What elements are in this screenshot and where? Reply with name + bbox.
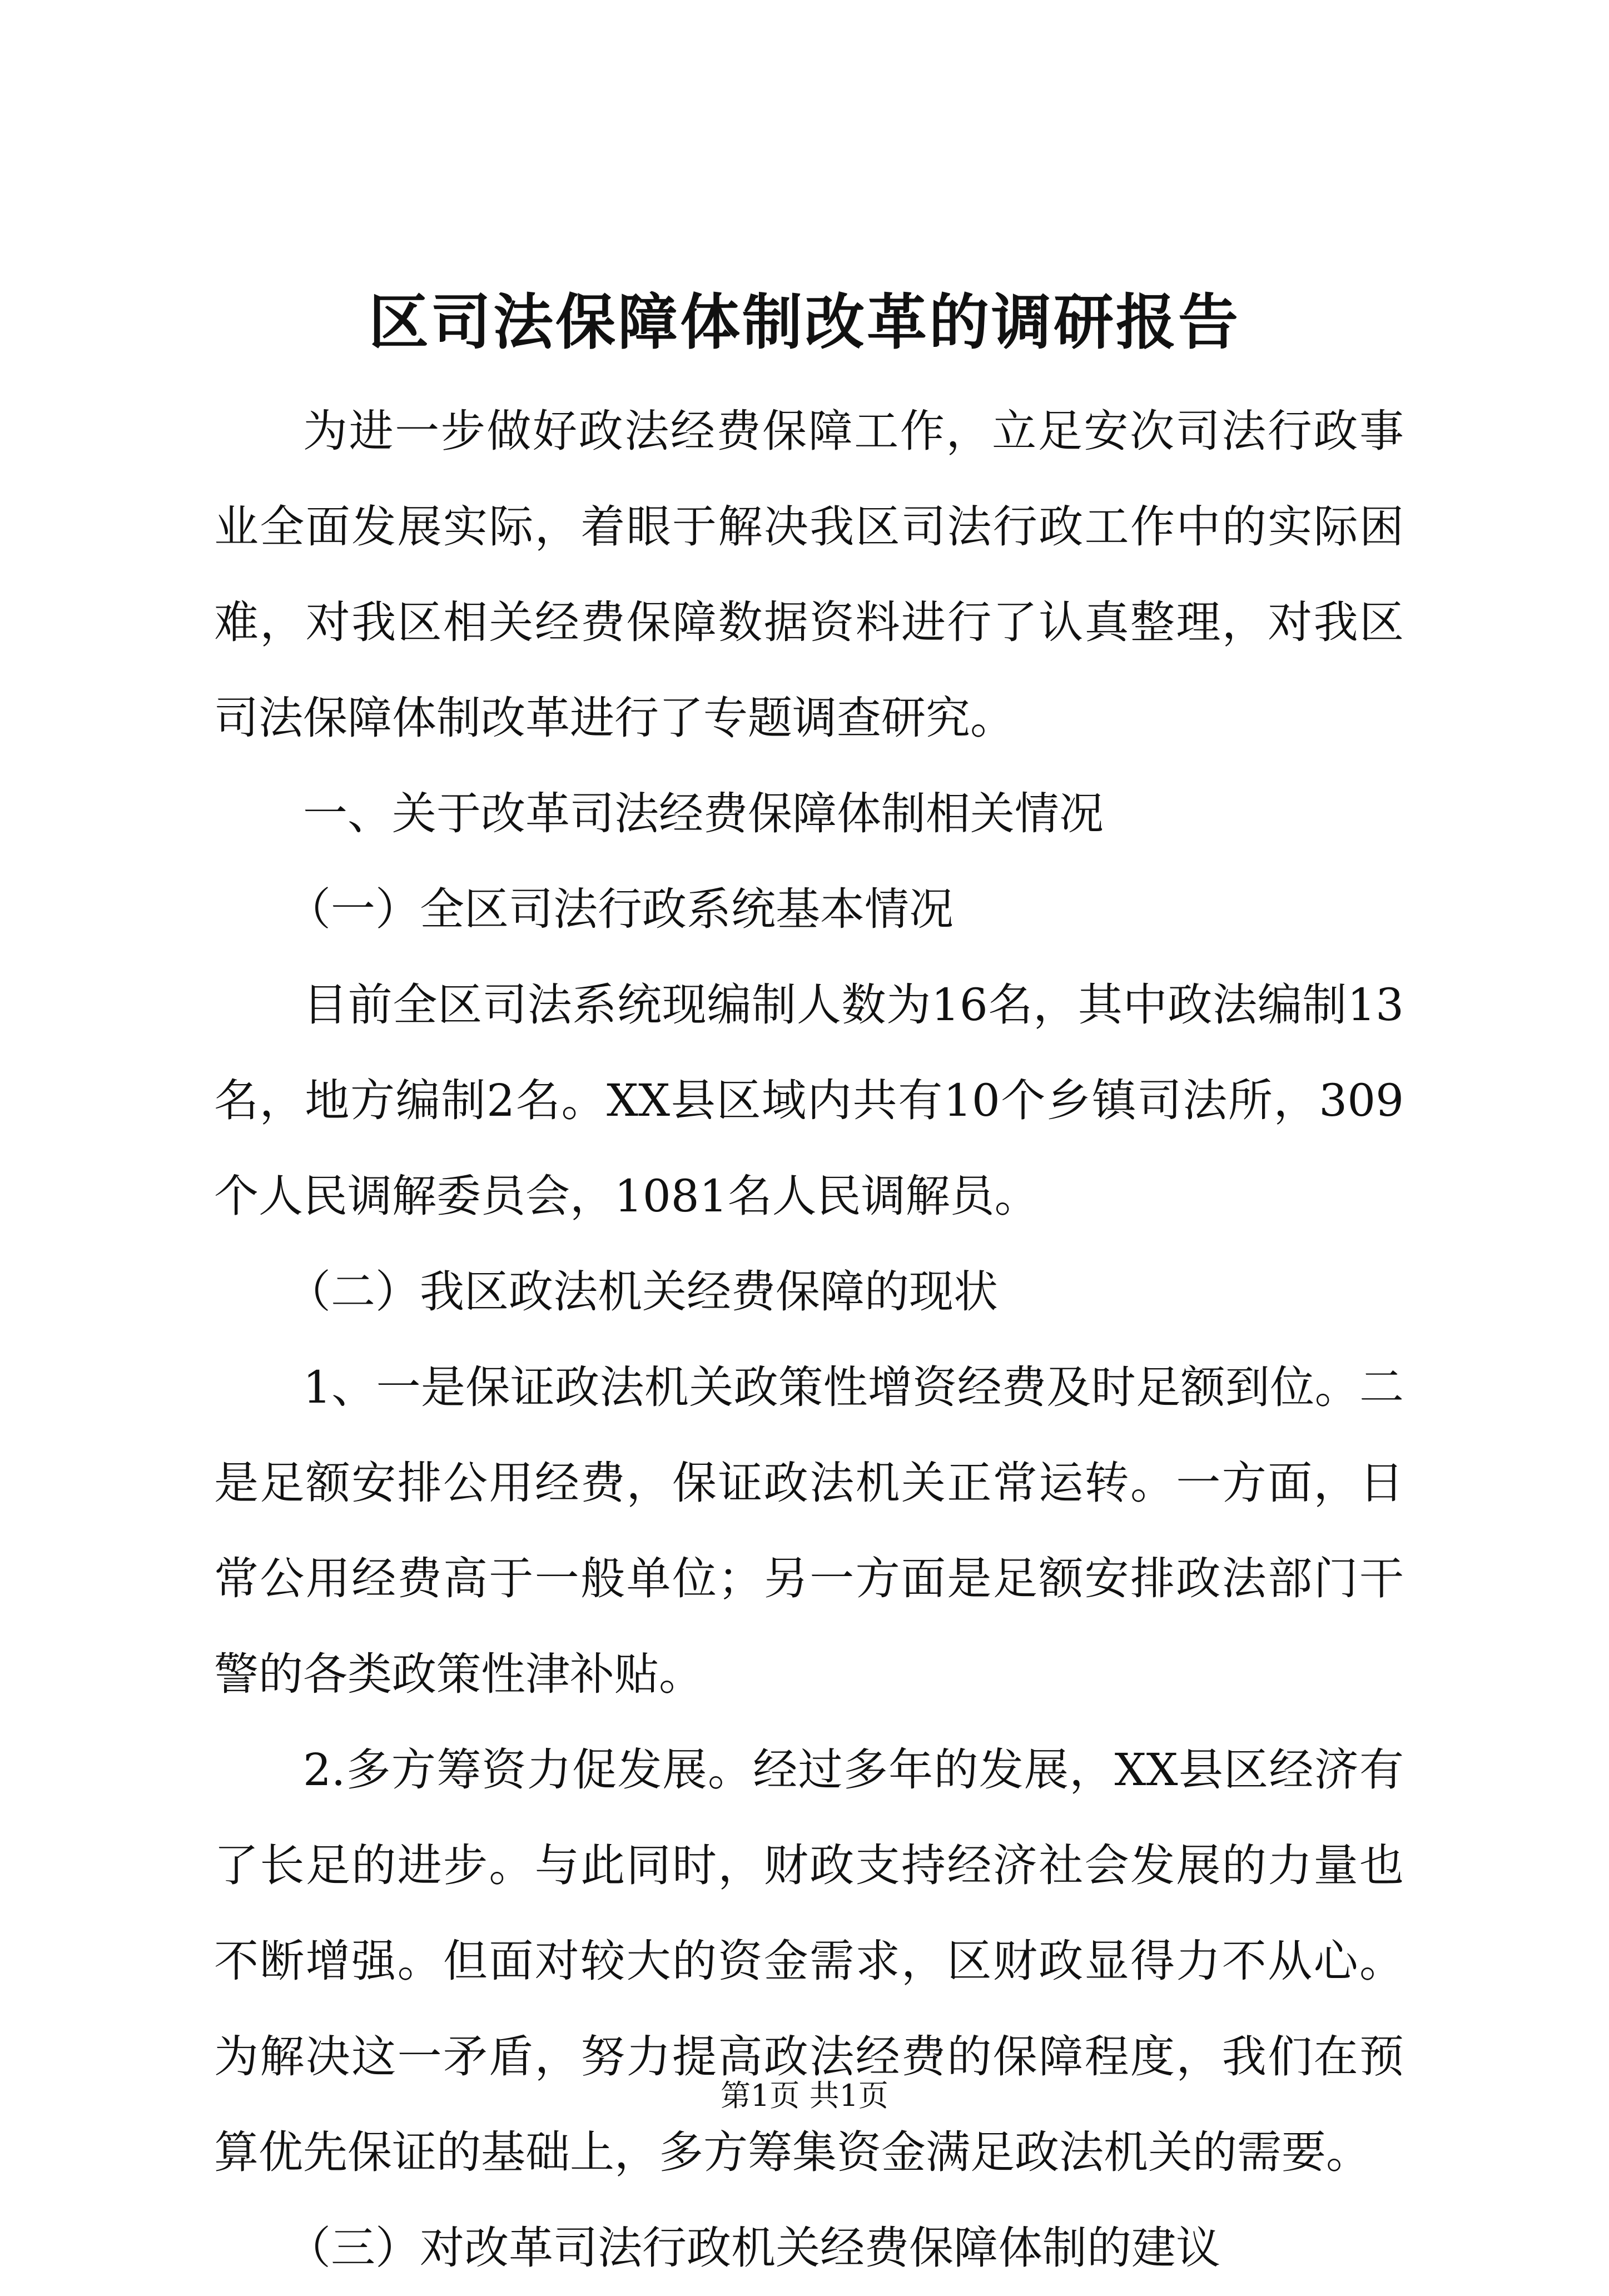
intro-paragraph: 为进一步做好政法经费保障工作，立足安次司法行政事业全面发展实际，着眼于解决我区司法行政工作中的实际困难，对我区相关经费保障数据资料进行了认真整理，对我区司法保障体制改革进行了专题调查研究。 — [214, 405, 1404, 744]
section-heading-1: 一、关于改革司法经费保障体制相关情况 — [303, 788, 1104, 839]
subsection-heading-2: （二）我区政法机关经费保障的现状 — [286, 1266, 998, 1318]
subsection-heading-1: （一）全区司法行政系统基本情况 — [286, 883, 954, 935]
funding-status-paragraph-2: 2.多方筹资力促发展。经过多年的发展，XX县区经济有了长足的进步。与此同时，财政支持经济社会发展的力量也不断增强。但面对较大的资金需求，区财政显得力不从心。为解决这一矛盾，努力提高政法经费的保障程度，我们在预算优先保证的基础上，多方筹集资金满足政法机关的需要。 — [214, 1744, 1404, 2178]
page-footer: 第1页 共1页 — [721, 2078, 888, 2113]
funding-status-paragraph-1: 1、一是保证政法机关政策性增资经费及时足额到位。二是足额安排公用经费，保证政法机关正常运转。一方面，日常公用经费高于一般单位；另一方面是足额安排政法部门干警的各类政策性津补贴。 — [214, 1361, 1404, 1700]
staffing-paragraph: 目前全区司法系统现编制人数为16名，其中政法编制13名，地方编制2名。XX县区域内共有10个乡镇司法所，309个人民调解委员会，1081名人民调解员。 — [214, 979, 1404, 1222]
document-title: 区司法保障体制改革的调研报告 — [368, 287, 1240, 357]
document-body — [214, 384, 1404, 2296]
subsection-heading-3: （三）对改革司法行政机关经费保障体制的建议 — [286, 2222, 1220, 2274]
